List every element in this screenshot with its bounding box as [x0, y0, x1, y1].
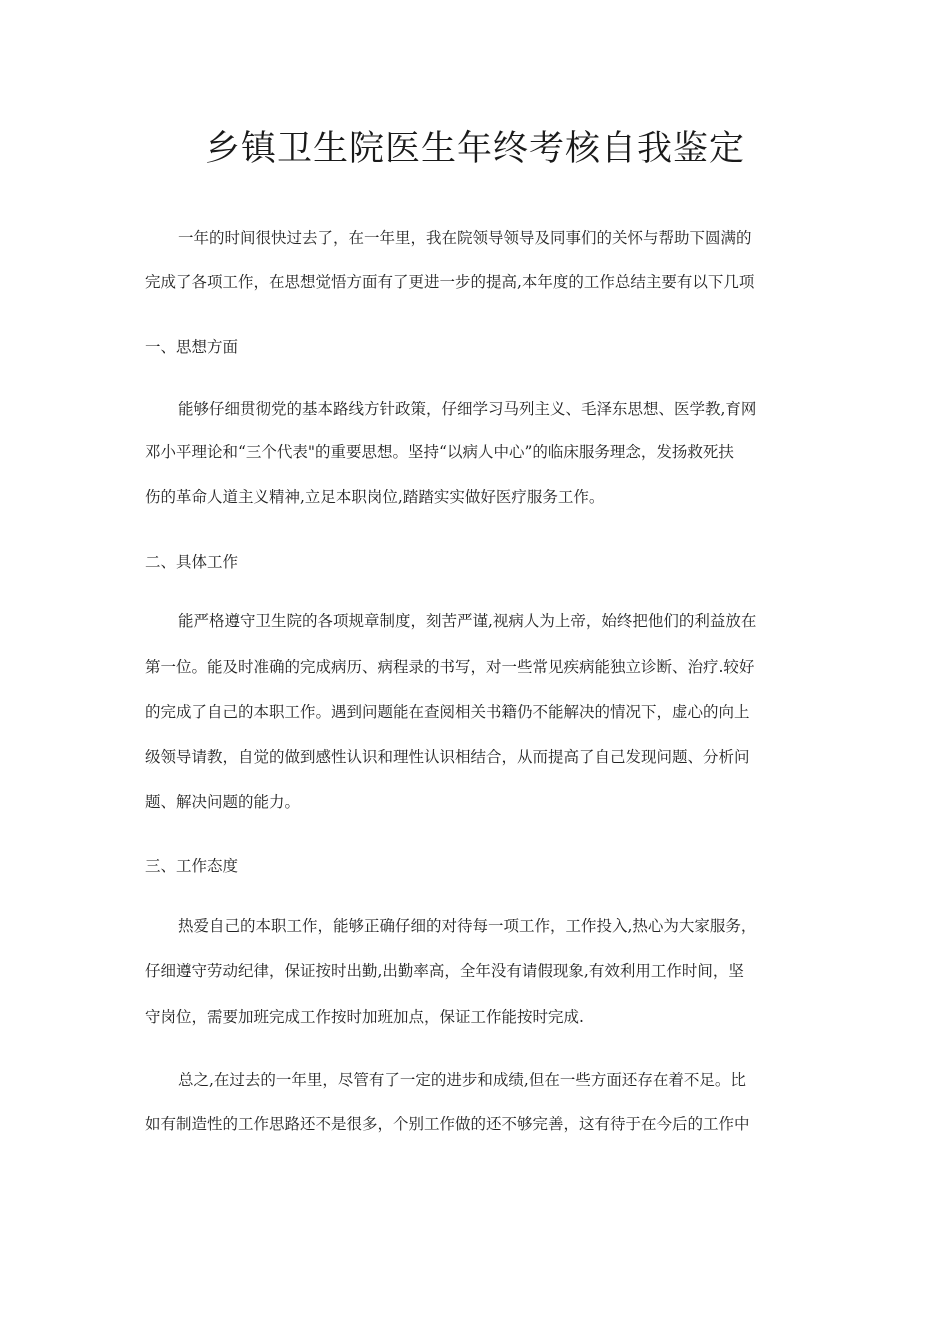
- paragraph-line: 仔细遵守劳动纪律，保证按时出勤,出勤率高，全年没有请假现象,有效利用工作时间，坚: [145, 962, 744, 980]
- paragraph-line: 第一位。能及时准确的完成病历、病程录的书写，对一些常见疾病能独立诊断、治疗.较好: [145, 658, 755, 676]
- paragraph-line: 能严格遵守卫生院的各项规章制度，刻苦严谨,视病人为上帝，始终把他们的利益放在: [178, 612, 757, 630]
- paragraph-line: 邓小平理论和“三个代表"的重要思想。坚持“以病人中心”的临床服务理念，发扬救死扶: [145, 443, 734, 461]
- paragraph-line: 热爱自己的本职工作，能够正确仔细的对待每一项工作，工作投入,热心为大家服务，: [178, 917, 757, 935]
- paragraph-line: 一年的时间很快过去了，在一年里，我在院领导领导及同事们的关怀与帮助下圆满的: [178, 229, 752, 247]
- paragraph-line: 的完成了自己的本职工作。遇到问题能在查阅相关书籍仍不能解决的情况下，虚心的向上: [145, 703, 750, 721]
- section-heading: 三、工作态度: [145, 857, 239, 875]
- paragraph-line: 级领导请教，自觉的做到感性认识和理性认识相结合，从而提高了自己发现问题、分析问: [145, 748, 750, 766]
- paragraph-line: 完成了各项工作，在思想觉悟方面有了更进一步的提高,本年度的工作总结主要有以下几项: [145, 273, 755, 291]
- section-heading: 一、思想方面: [145, 338, 239, 356]
- document-title: 乡镇卫生院医生年终考核自我鉴定: [204, 129, 745, 169]
- paragraph-line: 如有制造性的工作思路还不是很多，个别工作做的还不够完善，这有待于在今后的工作中: [145, 1115, 750, 1133]
- paragraph-line: 能够仔细贯彻党的基本路线方针政策，仔细学习马列主义、毛泽东思想、医学教,育网: [178, 400, 757, 418]
- paragraph-line: 守岗位，需要加班完成工作按时加班加点，保证工作能按时完成.: [145, 1008, 584, 1026]
- paragraph-line: 总之,在过去的一年里，尽管有了一定的进步和成绩,但在一些方面还存在着不足。比: [178, 1071, 746, 1089]
- paragraph-line: 题、解决问题的能力。: [145, 793, 301, 811]
- section-heading: 二、具体工作: [145, 553, 239, 571]
- paragraph-line: 伤的革命人道主义精神,立足本职岗位,踏踏实实做好医疗服务工作。: [145, 488, 605, 506]
